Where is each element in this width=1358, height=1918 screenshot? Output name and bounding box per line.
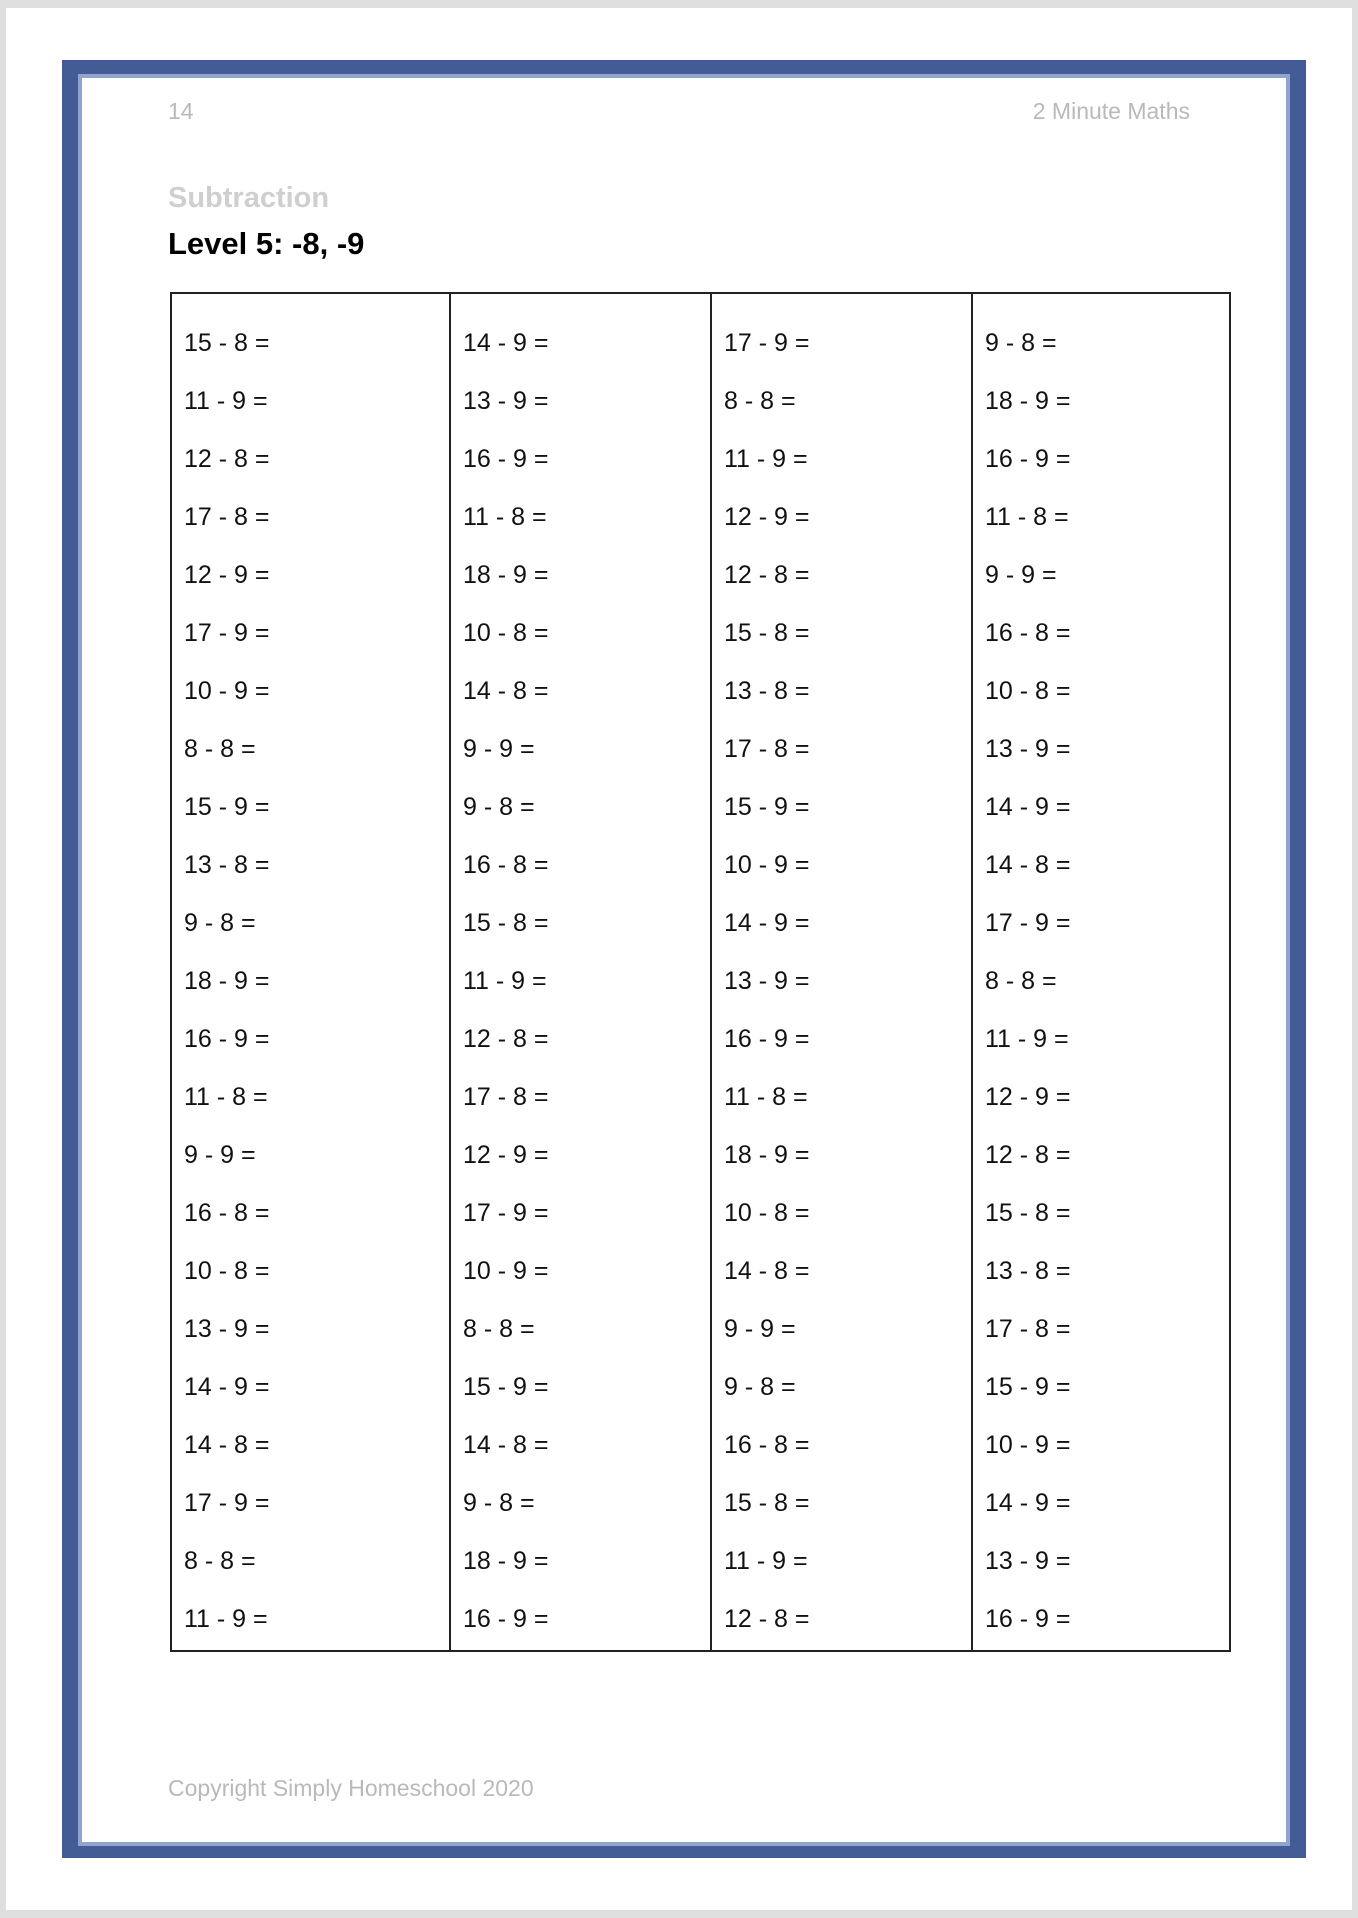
- problem-cell: 8 - 8 =: [724, 387, 796, 415]
- problem-cell: 16 - 9 =: [985, 1605, 1071, 1633]
- problem-cell: 16 - 9 =: [985, 445, 1071, 473]
- problem-cell: 15 - 8 =: [463, 909, 549, 937]
- problem-cell: 13 - 8 =: [985, 1257, 1071, 1285]
- problem-cell: 12 - 8 =: [985, 1141, 1071, 1169]
- problem-cell: 9 - 9 =: [184, 1141, 256, 1169]
- problem-column-1: [172, 294, 449, 1650]
- problem-cell: 9 - 9 =: [724, 1315, 796, 1343]
- problem-cell: 9 - 8 =: [724, 1373, 796, 1401]
- problem-cell: 17 - 9 =: [724, 329, 810, 357]
- problem-cell: 10 - 9 =: [184, 677, 270, 705]
- problem-table: [170, 292, 1231, 1652]
- problem-cell: 17 - 9 =: [985, 909, 1071, 937]
- level-title: Level 5: -8, -9: [168, 226, 365, 261]
- problem-cell: 16 - 9 =: [463, 445, 549, 473]
- problem-cell: 11 - 9 =: [724, 1547, 808, 1575]
- problem-cell: 10 - 8 =: [985, 677, 1071, 705]
- problem-cell: 9 - 8 =: [985, 329, 1057, 357]
- copyright-footer: Copyright Simply Homeschool 2020: [168, 1775, 534, 1801]
- problem-cell: 8 - 8 =: [985, 967, 1057, 995]
- problem-cell: 15 - 8 =: [184, 329, 270, 357]
- problem-cell: 14 - 9 =: [724, 909, 810, 937]
- problem-cell: 10 - 8 =: [184, 1257, 270, 1285]
- document-page: [6, 8, 1352, 1910]
- problem-cell: 14 - 8 =: [184, 1431, 270, 1459]
- problem-cell: 13 - 9 =: [463, 387, 549, 415]
- problem-cell: 12 - 9 =: [463, 1141, 549, 1169]
- problem-cell: 17 - 8 =: [463, 1083, 549, 1111]
- problem-cell: 8 - 8 =: [463, 1315, 535, 1343]
- problem-cell: 13 - 9 =: [985, 1547, 1071, 1575]
- problem-cell: 9 - 8 =: [463, 1489, 535, 1517]
- problem-cell: 16 - 8 =: [724, 1431, 810, 1459]
- problem-cell: 9 - 8 =: [184, 909, 256, 937]
- problem-cell: 15 - 9 =: [985, 1373, 1071, 1401]
- problem-cell: 11 - 8 =: [724, 1083, 808, 1111]
- problem-cell: 12 - 8 =: [184, 445, 270, 473]
- problem-cell: 16 - 8 =: [184, 1199, 270, 1227]
- problem-cell: 11 - 8 =: [184, 1083, 268, 1111]
- problem-cell: 11 - 8 =: [463, 503, 547, 531]
- problem-cell: 11 - 9 =: [463, 967, 547, 995]
- problem-column-3: [710, 294, 971, 1650]
- problem-cell: 12 - 8 =: [463, 1025, 549, 1053]
- problem-cell: 15 - 9 =: [184, 793, 270, 821]
- problem-cell: 12 - 8 =: [724, 1605, 810, 1633]
- problem-cell: 17 - 9 =: [184, 1489, 270, 1517]
- problem-cell: 15 - 8 =: [985, 1199, 1071, 1227]
- problem-cell: 17 - 8 =: [724, 735, 810, 763]
- problem-cell: 15 - 9 =: [463, 1373, 549, 1401]
- section-title: Subtraction: [168, 182, 330, 214]
- problem-cell: 10 - 8 =: [463, 619, 549, 647]
- problem-cell: 14 - 8 =: [463, 1431, 549, 1459]
- problem-cell: 8 - 8 =: [184, 1547, 256, 1575]
- problem-cell: 16 - 9 =: [463, 1605, 549, 1633]
- problem-cell: 16 - 9 =: [184, 1025, 270, 1053]
- problem-cell: 11 - 9 =: [724, 445, 808, 473]
- problem-cell: 18 - 9 =: [184, 967, 270, 995]
- problem-cell: 14 - 9 =: [985, 1489, 1071, 1517]
- problem-cell: 14 - 9 =: [985, 793, 1071, 821]
- problem-cell: 12 - 8 =: [724, 561, 810, 589]
- problem-cell: 17 - 8 =: [985, 1315, 1071, 1343]
- problem-cell: 12 - 9 =: [985, 1083, 1071, 1111]
- problem-cell: 15 - 8 =: [724, 1489, 810, 1517]
- problem-cell: 13 - 8 =: [184, 851, 270, 879]
- problem-cell: 18 - 9 =: [985, 387, 1071, 415]
- book-title: 2 Minute Maths: [1032, 98, 1190, 124]
- problem-cell: 11 - 9 =: [184, 1605, 268, 1633]
- problem-cell: 14 - 8 =: [985, 851, 1071, 879]
- problem-cell: 9 - 9 =: [985, 561, 1057, 589]
- problem-column-4: [971, 294, 1229, 1650]
- problem-cell: 16 - 8 =: [463, 851, 549, 879]
- problem-cell: 9 - 9 =: [463, 735, 535, 763]
- problem-cell: 13 - 8 =: [724, 677, 810, 705]
- problem-cell: 17 - 9 =: [184, 619, 270, 647]
- problem-cell: 12 - 9 =: [724, 503, 810, 531]
- problem-cell: 14 - 9 =: [463, 329, 549, 357]
- problem-cell: 13 - 9 =: [985, 735, 1071, 763]
- problem-column-2: [449, 294, 710, 1650]
- problem-cell: 13 - 9 =: [184, 1315, 270, 1343]
- problem-cell: 14 - 8 =: [724, 1257, 810, 1285]
- problem-cell: 17 - 9 =: [463, 1199, 549, 1227]
- problem-cell: 10 - 9 =: [985, 1431, 1071, 1459]
- problem-cell: 16 - 9 =: [724, 1025, 810, 1053]
- problem-cell: 10 - 9 =: [463, 1257, 549, 1285]
- problem-cell: 17 - 8 =: [184, 503, 270, 531]
- problem-cell: 10 - 9 =: [724, 851, 810, 879]
- problem-cell: 15 - 9 =: [724, 793, 810, 821]
- problem-cell: 8 - 8 =: [184, 735, 256, 763]
- problem-cell: 13 - 9 =: [724, 967, 810, 995]
- problem-cell: 18 - 9 =: [463, 561, 549, 589]
- page-number: 14: [168, 98, 194, 124]
- problem-cell: 18 - 9 =: [724, 1141, 810, 1169]
- problem-cell: 9 - 8 =: [463, 793, 535, 821]
- problem-cell: 15 - 8 =: [724, 619, 810, 647]
- problem-cell: 12 - 9 =: [184, 561, 270, 589]
- problem-cell: 14 - 9 =: [184, 1373, 270, 1401]
- problem-cell: 11 - 9 =: [985, 1025, 1069, 1053]
- problem-cell: 16 - 8 =: [985, 619, 1071, 647]
- problem-cell: 14 - 8 =: [463, 677, 549, 705]
- problem-cell: 11 - 9 =: [184, 387, 268, 415]
- problem-cell: 10 - 8 =: [724, 1199, 810, 1227]
- problem-cell: 11 - 8 =: [985, 503, 1069, 531]
- problem-cell: 18 - 9 =: [463, 1547, 549, 1575]
